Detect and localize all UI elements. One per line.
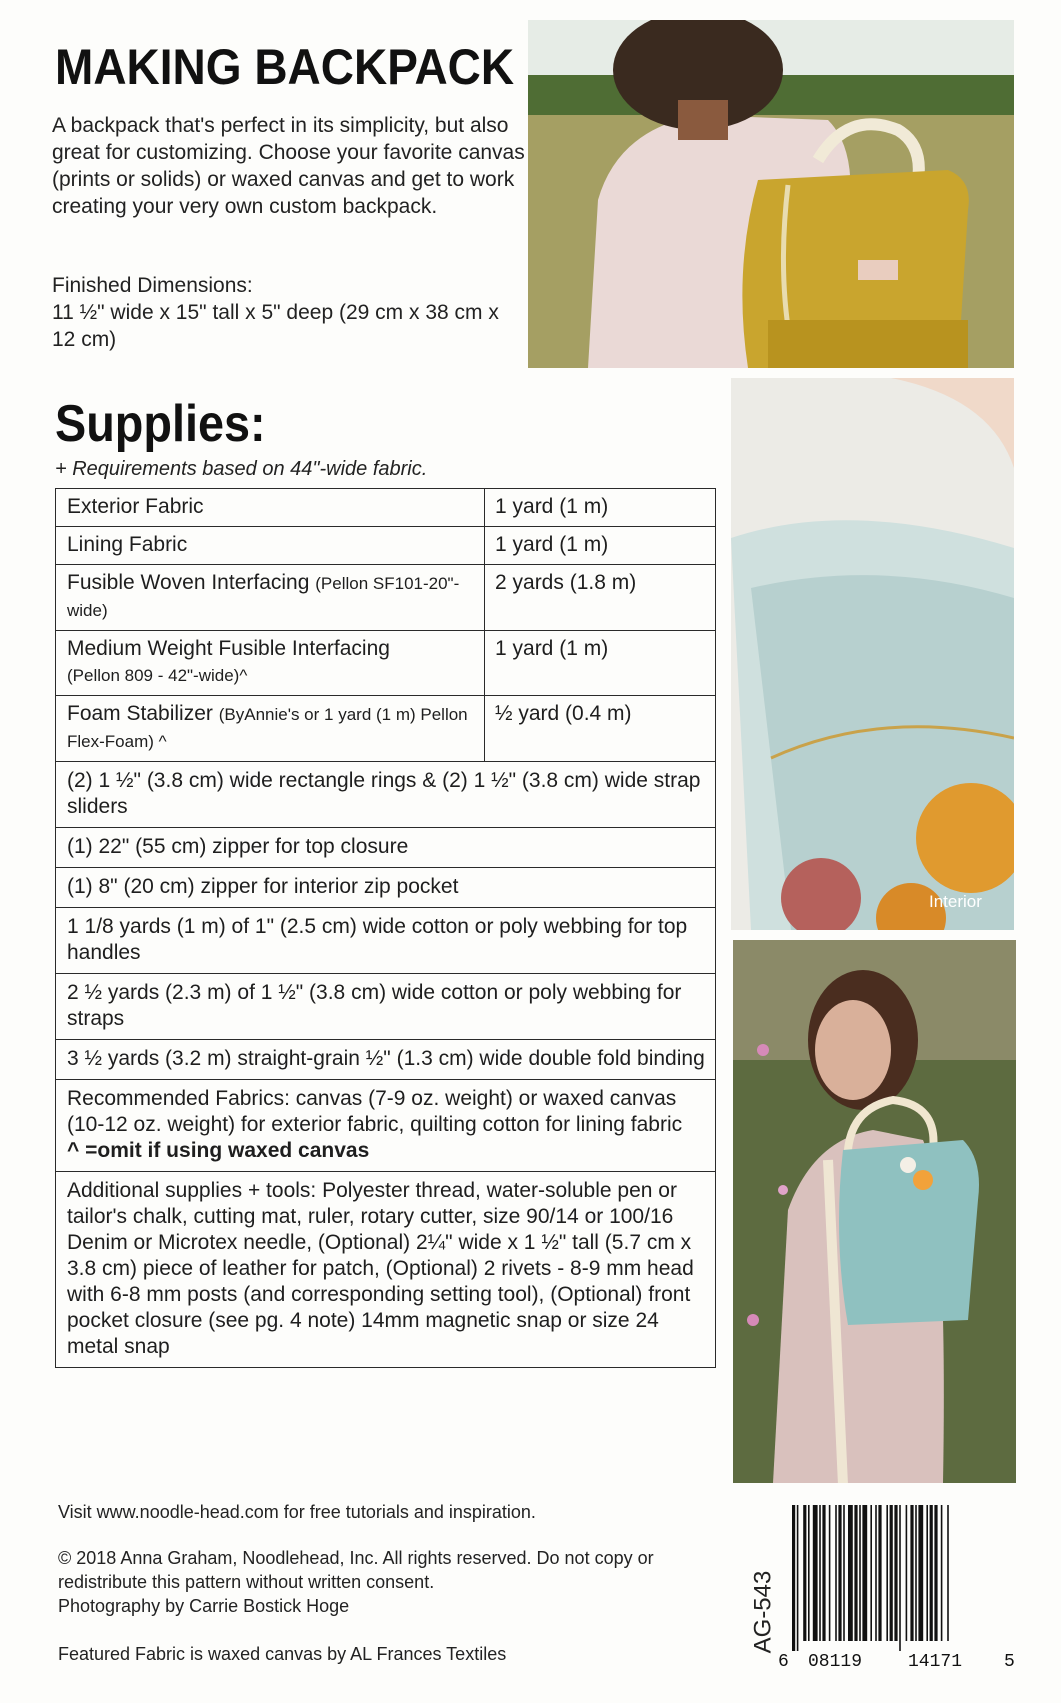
barcode-bar	[941, 1505, 943, 1641]
barcode-bar	[930, 1505, 933, 1641]
table-row	[56, 527, 716, 565]
finished-dimensions	[52, 272, 527, 353]
table-row	[56, 1080, 716, 1172]
interior-illustration	[731, 378, 1014, 930]
table-row	[56, 828, 716, 868]
barcode-bar	[819, 1505, 821, 1641]
item-name: Medium Weight Fusible Interfacing	[67, 637, 390, 660]
requirements-note: + Requirements based on 44"-wide fabric.	[55, 458, 428, 480]
barcode-bar	[918, 1505, 923, 1641]
qty-cell: 1 yard (1 m)	[485, 527, 716, 565]
recommended-fabrics-cell	[56, 1080, 716, 1172]
supplies-table	[55, 488, 716, 1368]
barcode-bar	[797, 1505, 799, 1651]
item-cell	[56, 527, 485, 565]
barcode-bar	[906, 1505, 908, 1641]
photo-interior	[731, 378, 1014, 930]
barcode-bar	[899, 1505, 901, 1651]
additional-supplies: Additional supplies + tools: Polyester thread, water-soluble pen or tailor's chalk, cutting mat, ruler, rotary cutter, size 90/14 or 100/16 Denim or Microtex needle, (Optional) 2¼" wide x 1 ½" tall (5.7 cm x 3.8 cm) piece of leather for patch, (Optional) 2 rivets - 8-9 mm head with 6-8 mm posts (and corresponding setting tool), (Optional) front pocket closure (see pg. 4 note) 14mm magnetic snap or size 24 metal snap	[56, 1172, 716, 1368]
item-note: (Pellon SF101-20"-wide)	[67, 574, 460, 620]
item-note: (ByAnnie's or 1 yard (1 m) Pellon Flex-Foam) ^	[67, 705, 468, 751]
barcode-bar	[862, 1505, 867, 1641]
barcode-digits-right: 14171	[908, 1652, 963, 1672]
qty-cell: 1 yard (1 m)	[485, 489, 716, 527]
barcode-bar	[870, 1505, 872, 1641]
item-cell	[56, 696, 485, 762]
featured-fabric: Featured Fabric is waxed canvas by AL Frances Textiles	[58, 1644, 507, 1664]
item-cell	[56, 489, 485, 527]
barcode-digit-first: 6	[778, 1652, 789, 1672]
barcode-bar	[808, 1505, 810, 1641]
table-row	[56, 908, 716, 974]
item-name: Lining Fabric	[67, 533, 188, 556]
table-row	[56, 974, 716, 1040]
table-row	[56, 489, 716, 527]
full-row-cell: (1) 22" (55 cm) zipper for top closure	[56, 828, 716, 868]
barcode-bar	[843, 1505, 845, 1641]
copyright-text: © 2018 Anna Graham, Noodlehead, Inc. All rights reserved. Do not copy or redistribute this pattern without written consent.	[58, 1548, 654, 1592]
table-row	[56, 565, 716, 631]
barcode-bar	[947, 1505, 949, 1641]
barcode-bar	[848, 1505, 853, 1641]
photography-credit: Photography by Carrie Bostick Hoge	[58, 1596, 350, 1616]
supplies-heading: Supplies:	[55, 395, 266, 453]
table-row	[56, 1172, 716, 1368]
dimensions-label: Finished Dimensions:	[52, 274, 253, 297]
full-row-cell: 1 1/8 yards (1 m) of 1" (2.5 cm) wide cotton or poly webbing for top handles	[56, 908, 716, 974]
item-name: Fusible Woven Interfacing	[67, 571, 310, 594]
interior-caption: Interior	[929, 892, 982, 911]
footer-visit: Visit www.noodle-head.com for free tutorials and inspiration.	[58, 1502, 536, 1522]
dimensions-value: 11 ½" wide x 15" tall x 5" deep (29 cm x 38 cm x 12 cm)	[52, 301, 499, 351]
barcode-bar	[886, 1505, 888, 1641]
item-name: Foam Stabilizer	[67, 702, 213, 725]
footer-copyright	[58, 1546, 668, 1618]
barcode-bar	[854, 1505, 857, 1641]
barcode-digits-left: 08119	[808, 1652, 863, 1672]
item-note: (Pellon 809 - 42"-wide)^	[67, 666, 248, 685]
barcode-bar	[878, 1505, 881, 1641]
barcode-bar	[859, 1505, 861, 1641]
table-row	[56, 1040, 716, 1080]
sku-code: AG-543	[749, 1570, 777, 1654]
barcode-bar	[803, 1505, 806, 1641]
page-title: MAKING BACKPACK	[55, 39, 515, 95]
recommended-fabrics: Recommended Fabrics: canvas (7-9 oz. weight) or waxed canvas (10-12 oz. weight) for exterior fabric, quilting cotton for lining fabric	[67, 1087, 683, 1136]
barcode-bar	[894, 1505, 897, 1641]
barcode-bar	[838, 1505, 841, 1641]
photo-mustard-backpack	[528, 20, 1014, 368]
qty-cell: 2 yards (1.8 m)	[485, 565, 716, 631]
item-name: Exterior Fabric	[67, 495, 204, 518]
barcode-bar	[934, 1505, 937, 1641]
item-cell	[56, 631, 485, 696]
full-row-cell: (2) 1 ½" (3.8 cm) wide rectangle rings & (2) 1 ½" (3.8 cm) wide strap sliders	[56, 762, 716, 828]
photo-mint-backpack	[733, 940, 1016, 1483]
barcode-bar	[915, 1505, 917, 1641]
barcode-bar	[813, 1505, 818, 1641]
table-row	[56, 762, 716, 828]
intro-text: A backpack that's perfect in its simplicity, but also great for customizing. Choose your favorite canvas (prints or solids) or waxed canvas and get to work creating your very own custom backpack.	[52, 114, 525, 218]
qty-cell: ½ yard (0.4 m)	[485, 696, 716, 762]
full-row-cell: (1) 8" (20 cm) zipper for interior zip pocket	[56, 868, 716, 908]
table-row	[56, 868, 716, 908]
mint-backpack-illustration	[733, 940, 1016, 1483]
barcode-digit-last: 5	[1004, 1652, 1015, 1672]
barcode-bar	[792, 1505, 795, 1651]
barcode-bar	[822, 1505, 825, 1641]
barcode-bar	[835, 1505, 837, 1641]
barcode-bar	[875, 1505, 877, 1641]
item-cell	[56, 565, 485, 631]
barcode	[790, 1505, 1012, 1651]
barcode-bar	[890, 1505, 893, 1641]
barcode-bar	[910, 1505, 913, 1641]
table-row	[56, 696, 716, 762]
qty-cell: 1 yard (1 m)	[485, 631, 716, 696]
omit-note: ^ =omit if using waxed canvas	[67, 1139, 370, 1162]
barcode-bar	[829, 1505, 831, 1641]
mustard-backpack-illustration	[528, 20, 1014, 368]
full-row-cell: 3 ½ yards (3.2 m) straight-grain ½" (1.3 cm) wide double fold binding	[56, 1040, 716, 1080]
barcode-bar	[926, 1505, 928, 1641]
full-row-cell: 2 ½ yards (2.3 m) of 1 ½" (3.8 cm) wide cotton or poly webbing for straps	[56, 974, 716, 1040]
table-row	[56, 631, 716, 696]
